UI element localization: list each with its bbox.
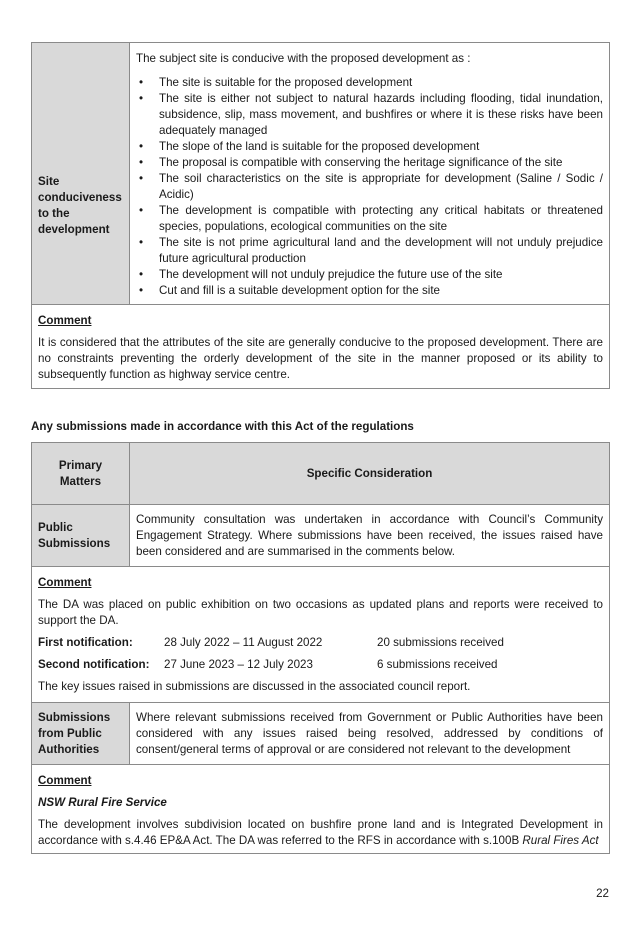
list-item: • The development is compatible with protecting any critical habitats or threatened species, populations, ecological communities on the site — [136, 203, 603, 235]
site-conduciveness-content — [130, 43, 610, 305]
authorities-comment-cell — [32, 765, 610, 854]
list-item: • The site is either not subject to natural hazards including flooding, tidal inundation, subsidence, slip, mass movement, and bushfires or where it is these risks have been adequately managed — [136, 91, 603, 139]
header-primary-matters: Primary Matters — [32, 443, 130, 505]
notification-row-first — [38, 635, 603, 651]
list-item: • The proposal is compatible with conserving the heritage significance of the site — [136, 155, 603, 171]
public-submissions-label: Public Submissions — [32, 505, 130, 567]
authorities-comment-row — [32, 765, 610, 854]
page-number: 22 — [596, 887, 609, 900]
list-item: • The development will not unduly prejudice the future use of the site — [136, 267, 603, 283]
list-item: • The slope of the land is suitable for the proposed development — [136, 139, 603, 155]
rfs-text — [38, 817, 603, 849]
public-comment-footer: The key issues raised in submissions are discussed in the associated council report. — [38, 680, 471, 693]
submissions-table — [31, 442, 610, 854]
notification-label: Second notification: — [38, 658, 150, 671]
public-comment-heading: Comment — [38, 576, 92, 589]
site-conduciveness-label: Site conduciveness to the development — [32, 43, 130, 305]
public-comment-cell — [32, 567, 610, 703]
site-intro: The subject site is conducive with the proposed development as : — [136, 52, 471, 65]
site-comment-text: It is considered that the attributes of the site are generally conducive to the proposed development. There are no constraints preventing the orderly development of the site in the manner proposed or its ability to subsequently function as highway service centre. — [38, 336, 603, 381]
site-comment-row — [32, 305, 610, 389]
public-submissions-row — [32, 505, 610, 567]
authorities-label: Submissions from Public Authorities — [32, 703, 130, 765]
header-specific-consideration: Specific Consideration — [130, 443, 610, 505]
site-conduciveness-row — [32, 43, 610, 305]
notification-count: 20 submissions received — [377, 636, 504, 649]
list-item: • Cut and fill is a suitable development option for the site — [136, 283, 603, 299]
rfs-text-main: The development involves subdivision located on bushfire prone land and is Integrated Development in accordance with s.4.46 EP&A Act. The DA was referred to the RFS in accordance with s.100B — [38, 818, 603, 847]
list-item: • The soil characteristics on the site is appropriate for development (Saline / Sodic / Acidic) — [136, 171, 603, 203]
authorities-comment-heading: Comment — [38, 774, 92, 787]
public-comment-text: The DA was placed on public exhibition on two occasions as updated plans and reports were received to support the DA. — [38, 598, 603, 627]
public-submissions-text: Community consultation was undertaken in accordance with Council’s Community Engagement Strategy. Where submissions have been received, the issues raised have been considered and are summarised in the comments below. — [130, 505, 610, 567]
notification-label: First notification: — [38, 636, 133, 649]
notification-dates: 28 July 2022 – 11 August 2022 — [164, 636, 323, 649]
site-criteria-list — [136, 75, 603, 299]
authorities-row — [32, 703, 610, 765]
notification-dates: 27 June 2023 – 12 July 2023 — [164, 658, 313, 671]
rfs-heading: NSW Rural Fire Service — [38, 796, 167, 809]
site-comment-heading: Comment — [38, 314, 92, 327]
list-item: • The site is not prime agricultural land and the development will not unduly prejudice future agricultural production — [136, 235, 603, 267]
site-conduciveness-table — [31, 42, 610, 389]
rfs-text-italic: Rural Fires Act — [522, 834, 599, 847]
site-comment-cell — [32, 305, 610, 389]
notification-count: 6 submissions received — [377, 658, 498, 671]
notification-row-second — [38, 657, 603, 673]
submissions-header-row — [32, 443, 610, 505]
list-item: • The site is suitable for the proposed development — [136, 75, 603, 91]
public-comment-row — [32, 567, 610, 703]
authorities-text: Where relevant submissions received from Government or Public Authorities have been considered with any issues raised being resolved, addressed by conditions of consent/general terms of approval or are considered not relevant to the development — [130, 703, 610, 765]
section-heading: Any submissions made in accordance with this Act of the regulations — [31, 420, 414, 433]
